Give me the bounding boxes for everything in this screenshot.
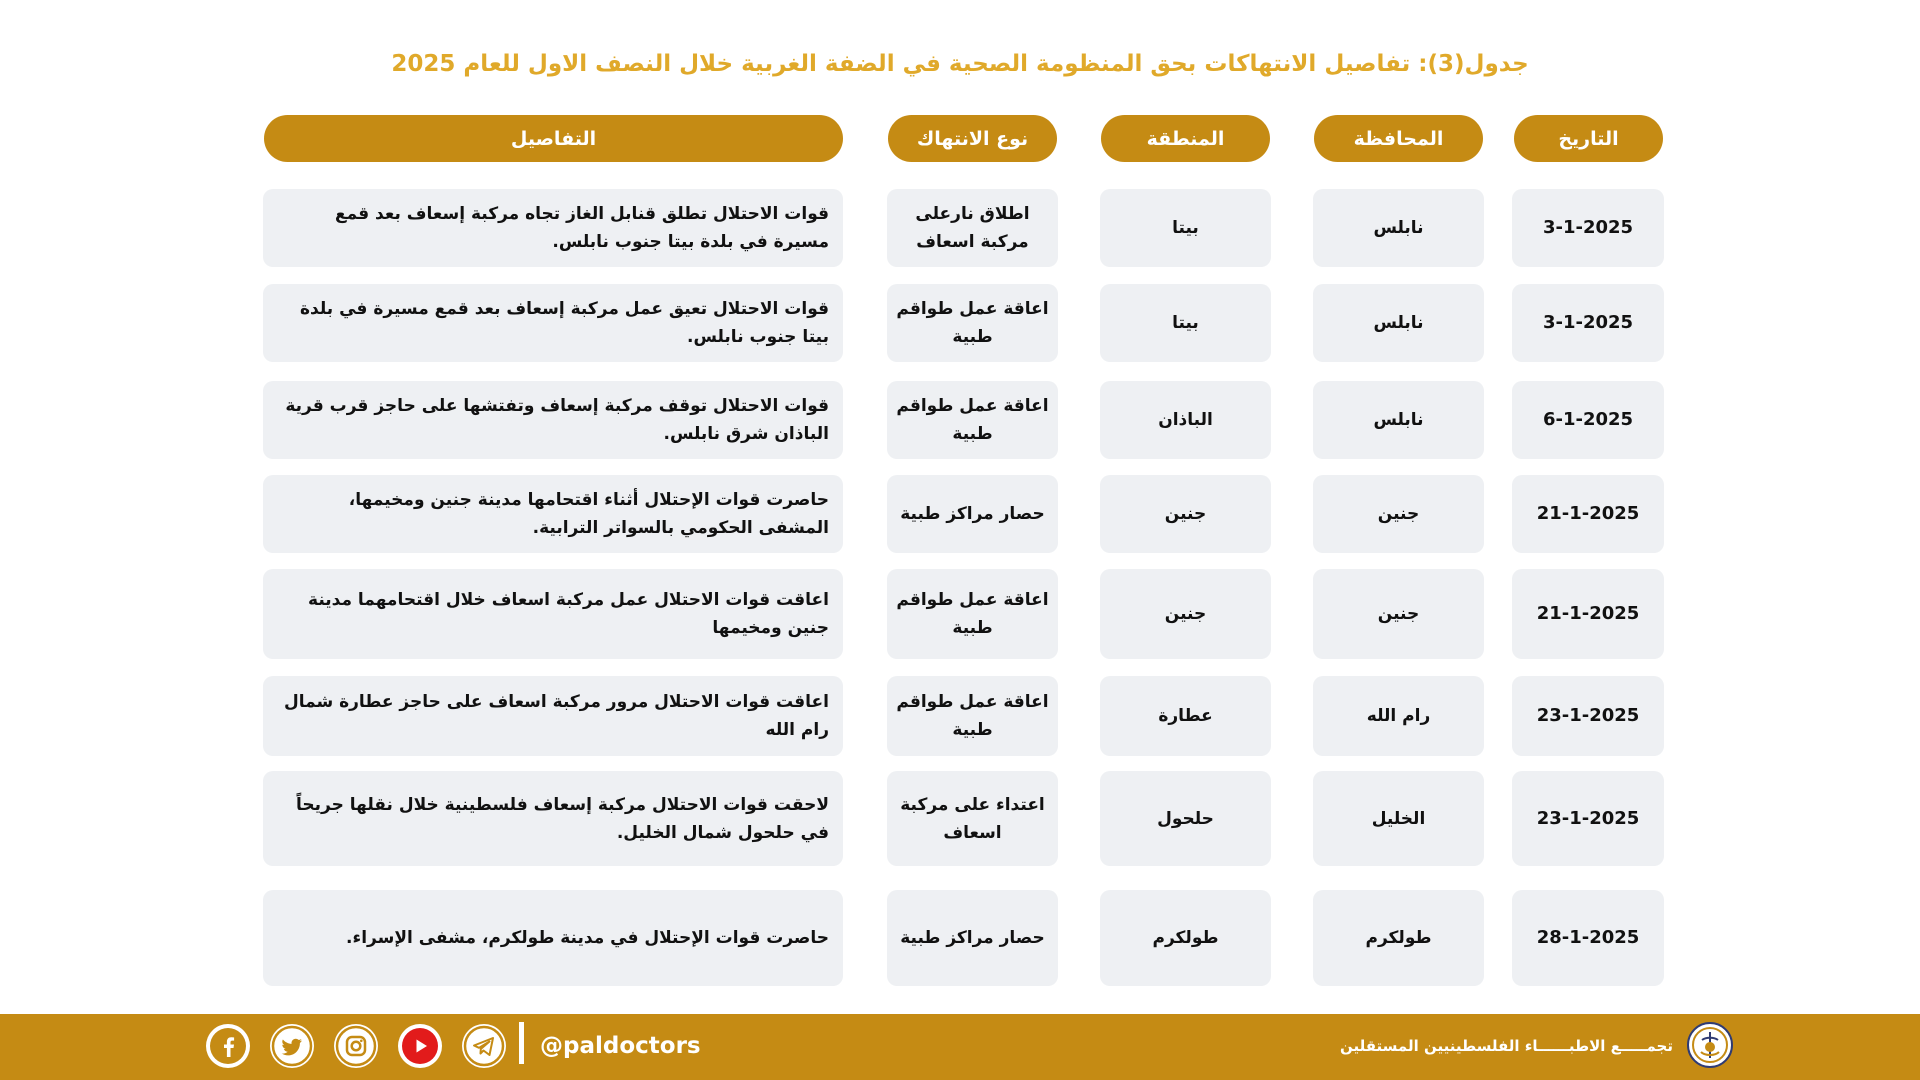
table-row-5-governorate: جنين	[1313, 569, 1484, 659]
social-handle[interactable]: @paldoctors	[540, 1033, 701, 1059]
instagram-icon[interactable]	[334, 1024, 378, 1068]
table-row-8-date: 28-1-2025	[1512, 890, 1664, 986]
table-row-4-area: جنين	[1100, 475, 1271, 553]
table-row-3-date: 6-1-2025	[1512, 381, 1664, 459]
table-row-3-area: الباذان	[1100, 381, 1271, 459]
table-row-6-area: عطارة	[1100, 676, 1271, 756]
header-date: التاريخ	[1514, 115, 1663, 162]
table-row-6-details: اعاقت قوات الاحتلال مرور مركبة اسعاف على حاجز عطارة شمال رام الله	[263, 676, 843, 756]
table-row-4-date: 21-1-2025	[1512, 475, 1664, 553]
table-row-8-violation-type: حصار مراكز طبية	[887, 890, 1058, 986]
header-details: التفاصيل	[264, 115, 843, 162]
organization-logo-icon	[1687, 1022, 1733, 1068]
table-row-1-date: 3-1-2025	[1512, 189, 1664, 267]
table-row-8-governorate: طولكرم	[1313, 890, 1484, 986]
table-row-6-date: 23-1-2025	[1512, 676, 1664, 756]
table-row-2-violation-type: اعاقة عمل طواقم طبية	[887, 284, 1058, 362]
footer-divider	[519, 1022, 524, 1064]
table-row-3-governorate: نابلس	[1313, 381, 1484, 459]
table-row-5-date: 21-1-2025	[1512, 569, 1664, 659]
table-row-7-details: لاحقت قوات الاحتلال مركبة إسعاف فلسطينية خلال نقلها جريحاً في حلحول شمال الخليل.	[263, 771, 843, 866]
table-row-7-violation-type: اعتداء على مركبة اسعاف	[887, 771, 1058, 866]
table-row-7-area: حلحول	[1100, 771, 1271, 866]
telegram-icon[interactable]	[462, 1024, 506, 1068]
table-row-8-details: حاصرت قوات الإحتلال في مدينة طولكرم، مشفى الإسراء.	[263, 890, 843, 986]
table-row-2-date: 3-1-2025	[1512, 284, 1664, 362]
table-row-2-governorate: نابلس	[1313, 284, 1484, 362]
table-row-2-details: قوات الاحتلال تعيق عمل مركبة إسعاف بعد قمع مسيرة في بلدة بيتا جنوب نابلس.	[263, 284, 843, 362]
table-row-6-governorate: رام الله	[1313, 676, 1484, 756]
table-row-7-governorate: الخليل	[1313, 771, 1484, 866]
header-governorate: المحافظة	[1314, 115, 1483, 162]
organization-name: تجمـــــع الاطبــــــاء الفلسطينيين المستقلين	[1340, 1037, 1673, 1055]
twitter-icon[interactable]	[270, 1024, 314, 1068]
page-title: جدول(3): تفاصيل الانتهاكات بحق المنظومة الصحية في الضفة الغربية خلال النصف الاول للعام 2025	[391, 51, 1529, 77]
table-row-6-violation-type: اعاقة عمل طواقم طبية	[887, 676, 1058, 756]
header-violation-type: نوع الانتهاك	[888, 115, 1057, 162]
table-row-1-area: بيتا	[1100, 189, 1271, 267]
table-row-1-governorate: نابلس	[1313, 189, 1484, 267]
table-row-5-violation-type: اعاقة عمل طواقم طبية	[887, 569, 1058, 659]
table-row-3-violation-type: اعاقة عمل طواقم طبية	[887, 381, 1058, 459]
youtube-icon[interactable]	[398, 1024, 442, 1068]
table-row-5-details: اعاقت قوات الاحتلال عمل مركبة اسعاف خلال اقتحامهما مدينة جنين ومخيمها	[263, 569, 843, 659]
table-row-4-governorate: جنين	[1313, 475, 1484, 553]
table-row-3-details: قوات الاحتلال توقف مركبة إسعاف وتفتشها على حاجز قرب قرية الباذان شرق نابلس.	[263, 381, 843, 459]
table-row-4-violation-type: حصار مراكز طبية	[887, 475, 1058, 553]
facebook-icon[interactable]	[206, 1024, 250, 1068]
table-row-1-details: قوات الاحتلال تطلق قنابل الغاز تجاه مركبة إسعاف بعد قمع مسيرة في بلدة بيتا جنوب نابلس.	[263, 189, 843, 267]
table-row-5-area: جنين	[1100, 569, 1271, 659]
table-row-2-area: بيتا	[1100, 284, 1271, 362]
table-row-7-date: 23-1-2025	[1512, 771, 1664, 866]
table-row-4-details: حاصرت قوات الإحتلال أثناء اقتحامها مدينة جنين ومخيمها، المشفى الحكومي بالسواتر الترابية.	[263, 475, 843, 553]
table-row-1-violation-type: اطلاق نارعلى مركبة اسعاف	[887, 189, 1058, 267]
table-row-8-area: طولكرم	[1100, 890, 1271, 986]
header-area: المنطقة	[1101, 115, 1270, 162]
